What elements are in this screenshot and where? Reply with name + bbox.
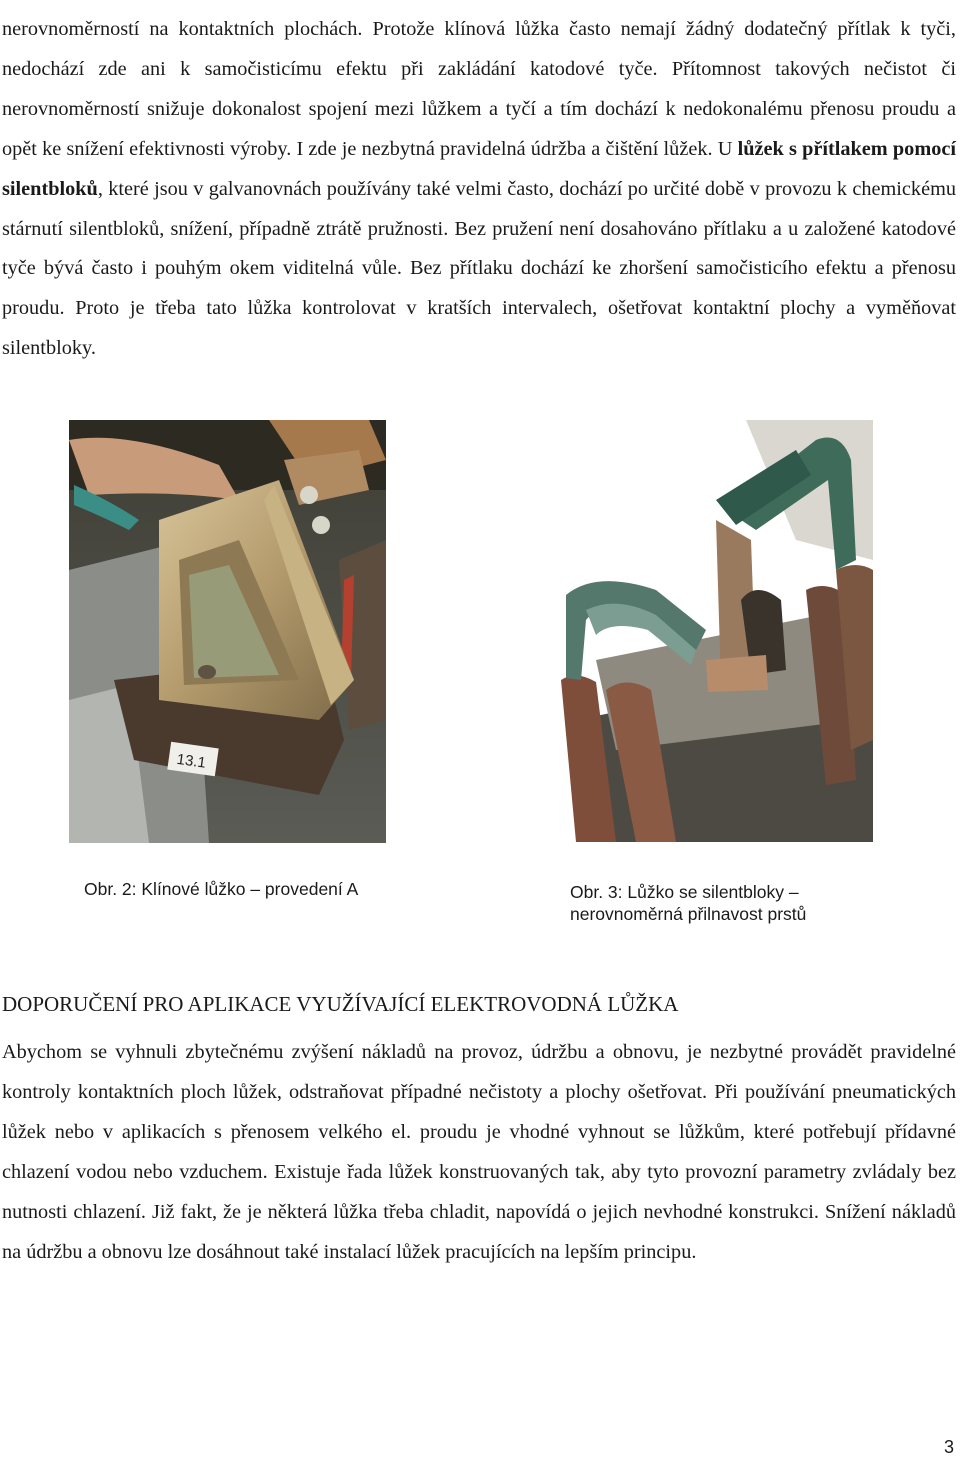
paragraph-1-text-b: , které jsou v galvanovnách používány také velmi často, dochází po určité době v provozu k chemickému stárnutí silentbloků, snížení, případně ztrátě pružnosti. Bez pružení není dosahováno přítlaku a u založené katodové tyče bývá často i pouhým okem viditelná vůle. Bez přítlaku dochází ke zhoršení samočisticího efektu a přenosu proudu. Proto je třeba tato lůžka kontrolovat v kratších intervalech, ošetřovat kontaktní plochy a vyměňovat silentbloky. (2, 177, 956, 360)
body-paragraph-1 (2, 10, 956, 369)
figure-3-caption-line-1: Obr. 3: Lůžko se silentbloky – (570, 882, 799, 902)
paragraph-1-text-a: nerovnoměrností na kontaktních plochách. Protože klínová lůžka často nemají žádný dodatečný přítlak k tyči, nedochází zde ani k samočisticímu efektu při zakládání katodové tyče. Přítomnost takových nečistot či nerovnoměrností snižuje dokonalost spojení mezi lůžkem a tyčí a tím dochází k nedokonalému přenosu proudu a opět ke snížení efektivnosti výroby. I zde je nezbytná pravidelná údržba a čištění lůžek. U (2, 18, 956, 160)
photo-wedge-bed (69, 420, 386, 843)
figure-3-caption-line-2: nerovnoměrná přilnavost prstů (570, 904, 807, 924)
photo-silentblock-bed (556, 420, 873, 842)
body-paragraph-2: Abychom se vyhnuli zbytečnému zvýšení nákladů na provoz, údržbu a obnovu, je nezbytné provádět pravidelné kontroly kontaktních ploch lůžek, odstraňovat případné nečistoty a plochy ošetřovat. Při používání pneumatických lůžek nebo v aplikacích s přenosem velkého el. proudu je vhodné vyhnout se lůžkům, které potřebují přídavné chlazení vodou nebo vzduchem. Existuje řada lůžek konstruovaných tak, aby tyto provozní parametry zvládaly bez nutnosti chlazení. Již fakt, že je některá lůžka třeba chladit, napovídá o jejich nevhodné konstrukci. Snížení nákladů na údržbu a obnovu lze dosáhnout také instalací lůžek pracujících na lepším principu. (2, 1041, 956, 1263)
figure-2-caption: Obr. 2: Klínové lůžko – provedení A (84, 879, 359, 899)
section-heading: DOPORUČENÍ PRO APLIKACE VYUŽÍVAJÍCÍ ELEKTROVODNÁ LŮŽKA (2, 992, 679, 1016)
figure-3-caption (570, 881, 806, 925)
page-number: 3 (943, 1437, 954, 1457)
wedge-bed-illustration (69, 420, 386, 843)
paragraph-1-bold-term: lůžek s přítlakem pomocí silentbloků (2, 137, 956, 200)
silentblock-bed-illustration (556, 420, 873, 842)
bed-label-text: 13.1 (175, 750, 207, 772)
